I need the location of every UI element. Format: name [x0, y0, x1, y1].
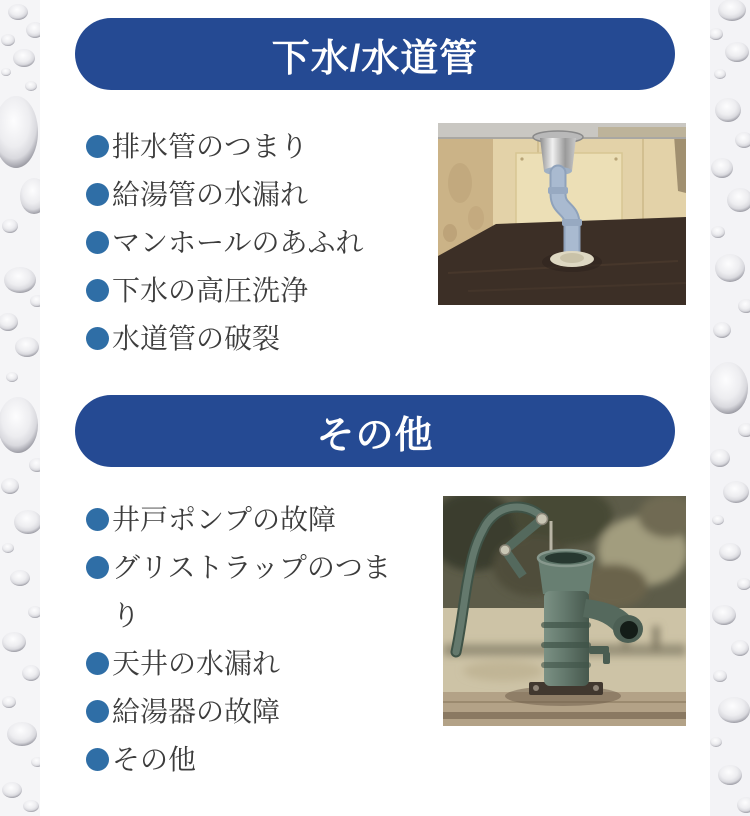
bullet-circle-icon	[86, 508, 109, 531]
list-item	[86, 315, 408, 363]
water-droplets-texture-left	[0, 0, 40, 816]
trouble-list-sewer	[86, 123, 408, 363]
bullet-circle-icon	[86, 135, 109, 158]
list-item	[86, 171, 408, 219]
bullet-circle-icon	[86, 231, 109, 254]
bullet-circle-icon	[86, 279, 109, 302]
list-item-label: 井戸ポンプの故障	[112, 504, 337, 535]
list-item-label: 排水管のつまり	[112, 131, 309, 162]
section-title: その他	[316, 414, 434, 457]
list-item	[86, 736, 408, 784]
list-item	[86, 688, 408, 736]
list-item-label: 給湯管の水漏れ	[112, 179, 309, 210]
well-hand-pump-photo	[443, 496, 686, 726]
bullet-circle-icon	[86, 327, 109, 350]
content-panel	[40, 0, 710, 816]
bullet-circle-icon	[86, 700, 109, 723]
list-item-label: グリストラップのつまり	[112, 552, 391, 631]
section-title-banner	[75, 395, 675, 467]
bullet-circle-icon	[86, 652, 109, 675]
bullet-circle-icon	[86, 748, 109, 771]
water-droplets-texture-right	[710, 0, 750, 816]
trouble-list-others	[86, 496, 408, 784]
list-item	[86, 640, 408, 688]
list-item-label: マンホールのあふれ	[112, 227, 364, 258]
section-title-banner	[75, 18, 675, 90]
bullet-circle-icon	[86, 183, 109, 206]
list-item	[86, 544, 408, 640]
list-item	[86, 267, 408, 315]
list-item	[86, 123, 408, 171]
list-item-label: 水道管の破裂	[112, 323, 281, 354]
list-item-label: 下水の高圧洗浄	[112, 275, 309, 306]
list-item-label: 給湯器の故障	[112, 696, 281, 727]
section-sewer-water-pipes	[40, 18, 710, 363]
under-sink-drain-pipe-photo	[438, 123, 686, 305]
list-item-label: 天井の水漏れ	[112, 648, 281, 679]
section-others	[40, 395, 710, 784]
list-item	[86, 496, 408, 544]
bullet-circle-icon	[86, 556, 109, 579]
section-title: 下水/水道管	[271, 37, 479, 80]
list-item-label: その他	[112, 744, 197, 775]
list-item	[86, 219, 408, 267]
